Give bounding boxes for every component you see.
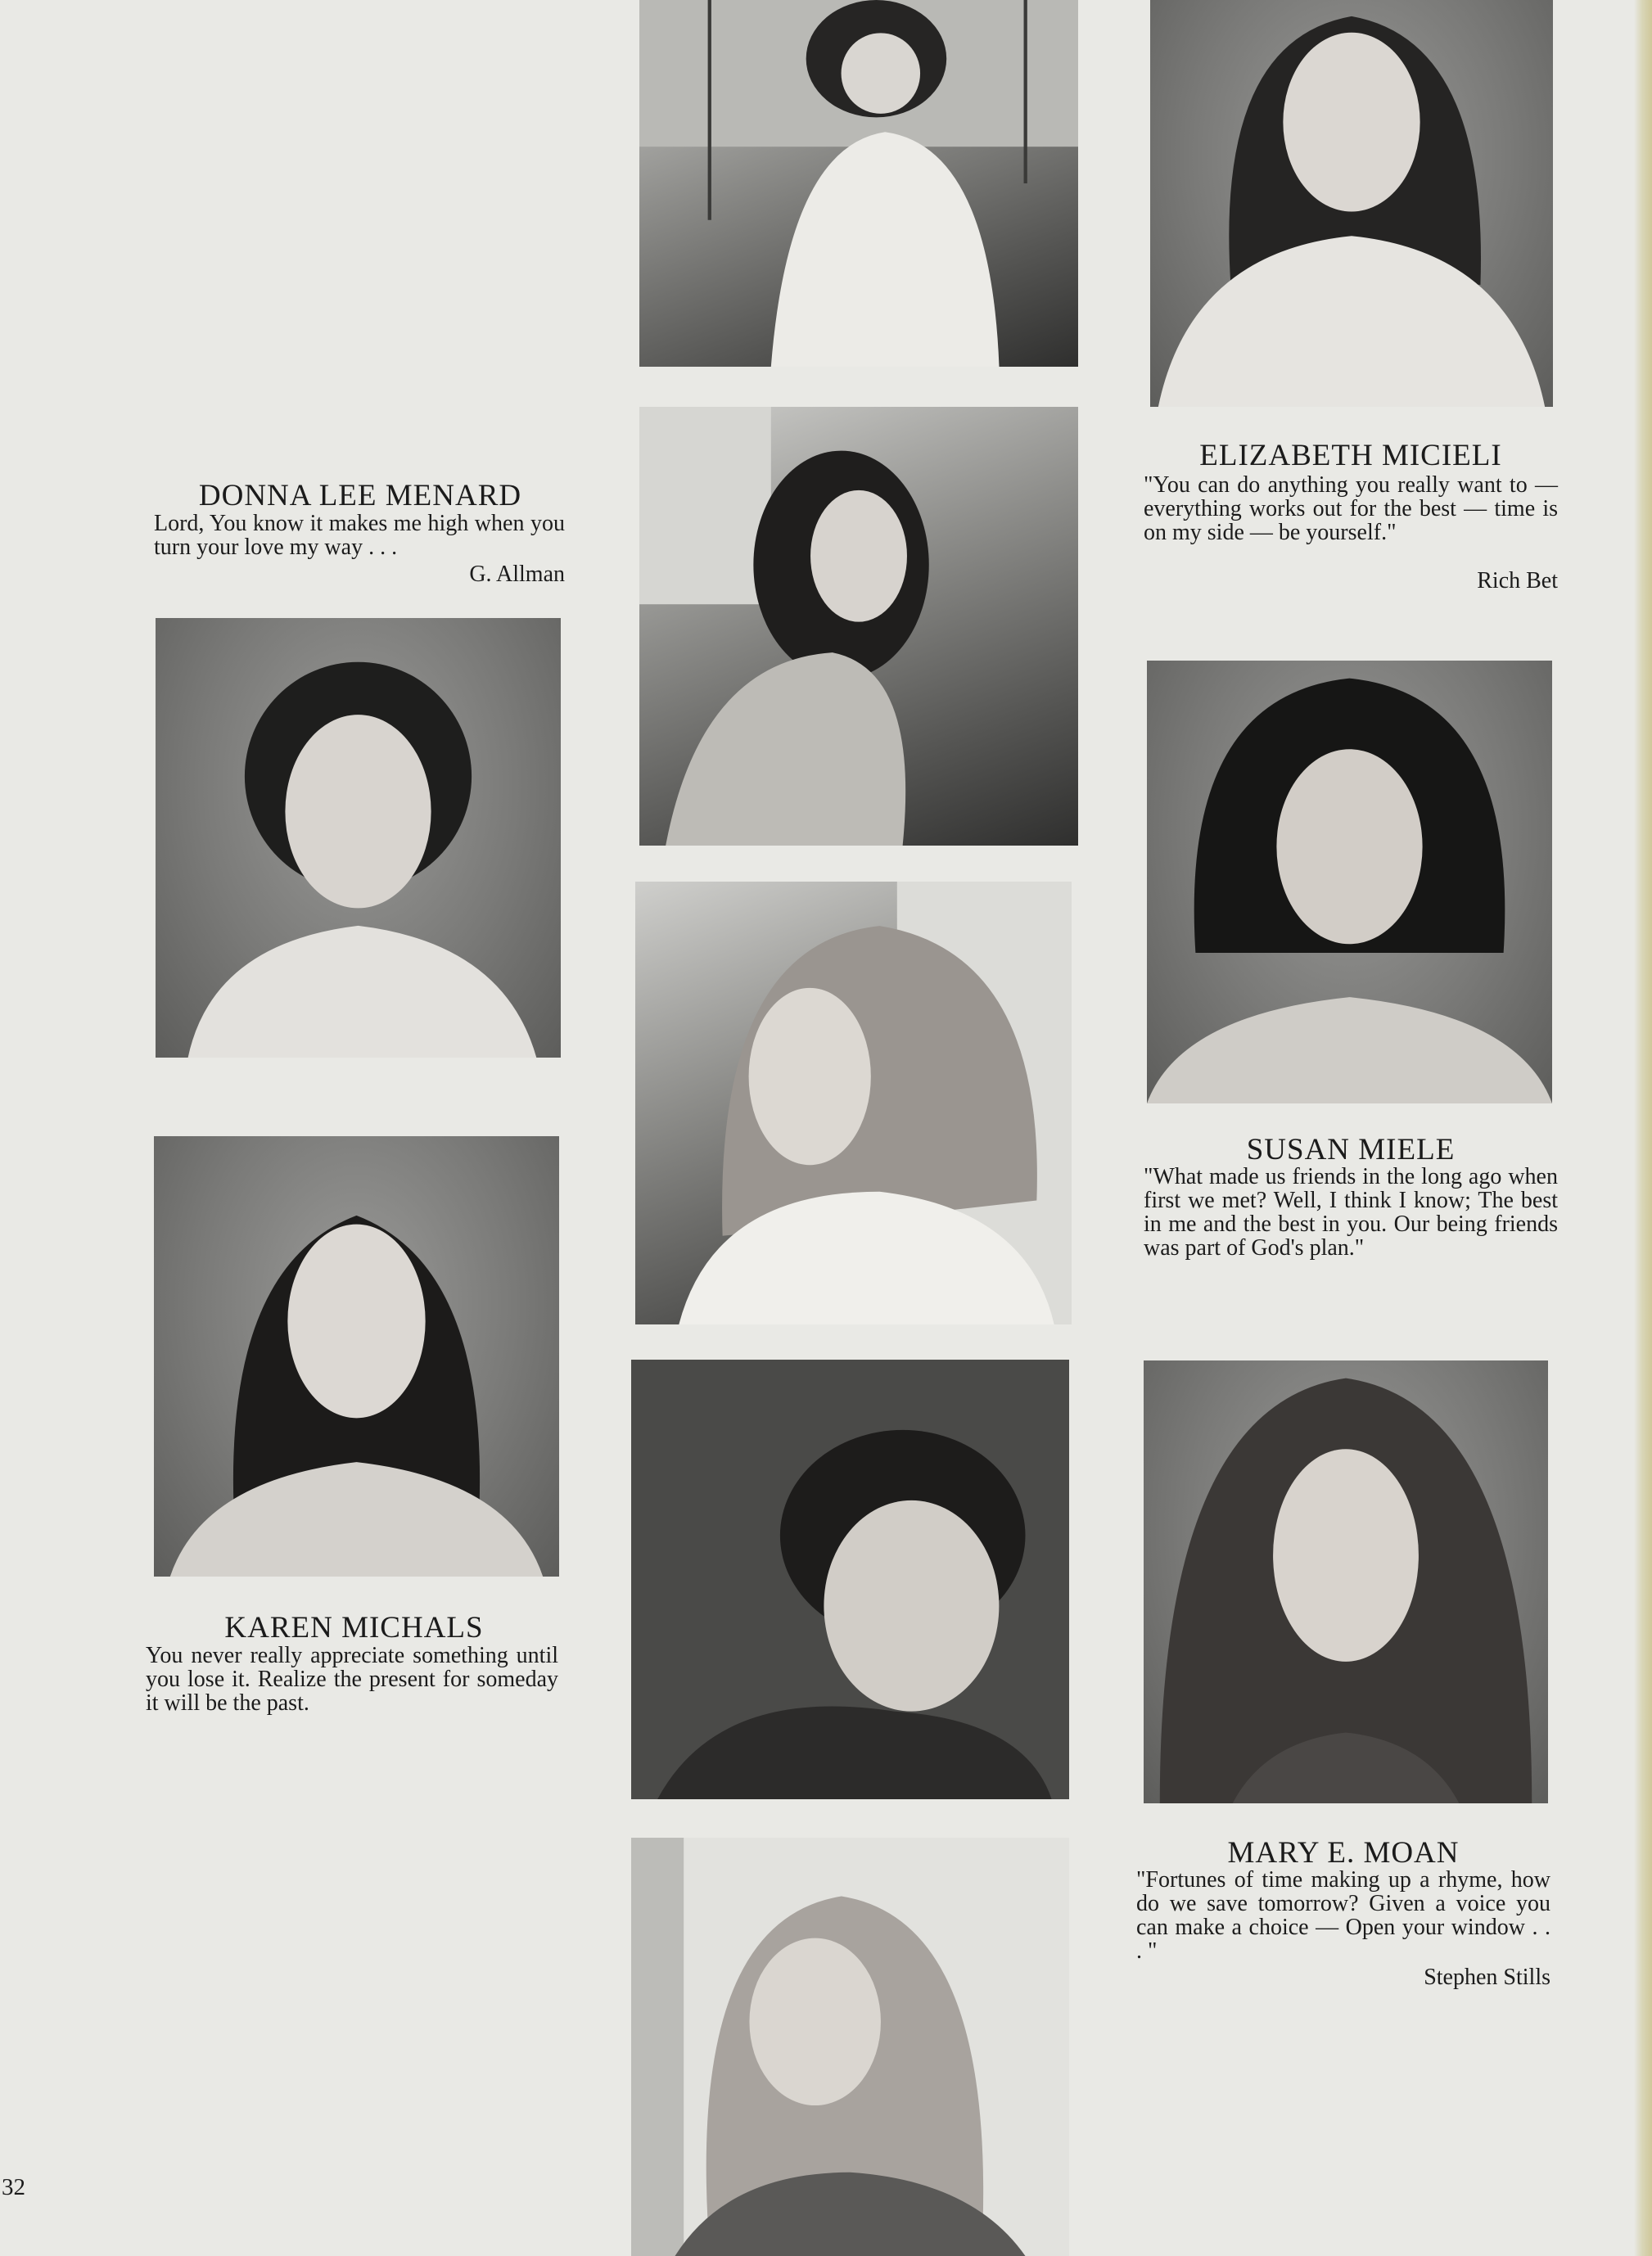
senior-quote-susan-miele: "What made us friends in the long ago when first we met? Well, I think I know; The best in me and the best in you. Our being friends was part of God's plan." bbox=[1144, 1164, 1558, 1261]
page-edge bbox=[1634, 0, 1652, 2256]
page-number: 32 bbox=[2, 2174, 25, 2200]
candid-photo-3 bbox=[635, 882, 1072, 1324]
portrait-photo-donna-lee-menard bbox=[156, 618, 561, 1058]
senior-quote-donna-lee-menard: Lord, You know it makes me high when you turn your love my way . . . bbox=[154, 511, 565, 560]
senior-name-karen-michals: KAREN MICHALS bbox=[224, 1611, 484, 1645]
candid-scene bbox=[631, 1838, 1069, 2256]
portrait-photo-mary-e-moan bbox=[1144, 1360, 1548, 1803]
candid-photo-1 bbox=[639, 0, 1078, 367]
portrait-figure bbox=[1147, 661, 1552, 1103]
senior-attribution-elizabeth-micieli: Rich Bet bbox=[1477, 568, 1558, 593]
candid-scene bbox=[639, 0, 1078, 367]
senior-name-elizabeth-micieli: ELIZABETH MICIELI bbox=[1199, 439, 1502, 472]
portrait-figure bbox=[154, 1136, 559, 1577]
candid-scene bbox=[635, 882, 1072, 1324]
senior-attribution-donna-lee-menard: G. Allman bbox=[469, 562, 565, 587]
senior-quote-karen-michals: You never really appreciate something until you lose it. Realize the present for someday it will be the past. bbox=[146, 1643, 558, 1716]
candid-scene bbox=[639, 407, 1078, 846]
candid-photo-5 bbox=[631, 1838, 1069, 2256]
portrait-figure bbox=[1144, 1360, 1548, 1803]
portrait-figure bbox=[156, 618, 561, 1058]
portrait-photo-elizabeth-micieli bbox=[1150, 0, 1553, 407]
candid-photo-2 bbox=[639, 407, 1078, 846]
senior-name-donna-lee-menard: DONNA LEE MENARD bbox=[198, 479, 522, 512]
senior-name-susan-miele: SUSAN MIELE bbox=[1246, 1133, 1456, 1166]
candid-scene bbox=[631, 1360, 1069, 1799]
portrait-photo-susan-miele bbox=[1147, 661, 1552, 1103]
senior-quote-elizabeth-micieli: "You can do anything you really want to — everything works out for the best — time is on my side — be yourself." bbox=[1144, 472, 1558, 545]
portrait-figure bbox=[1150, 0, 1553, 407]
senior-name-mary-e-moan: MARY E. MOAN bbox=[1227, 1836, 1460, 1870]
senior-attribution-mary-e-moan: Stephen Stills bbox=[1424, 1965, 1550, 1990]
portrait-photo-karen-michals bbox=[154, 1136, 559, 1577]
candid-photo-4 bbox=[631, 1360, 1069, 1799]
senior-quote-mary-e-moan: "Fortunes of time making up a rhyme, how do we save tomorrow? Given a voice you can make a choice — Open your window . . . " bbox=[1136, 1867, 1550, 1964]
